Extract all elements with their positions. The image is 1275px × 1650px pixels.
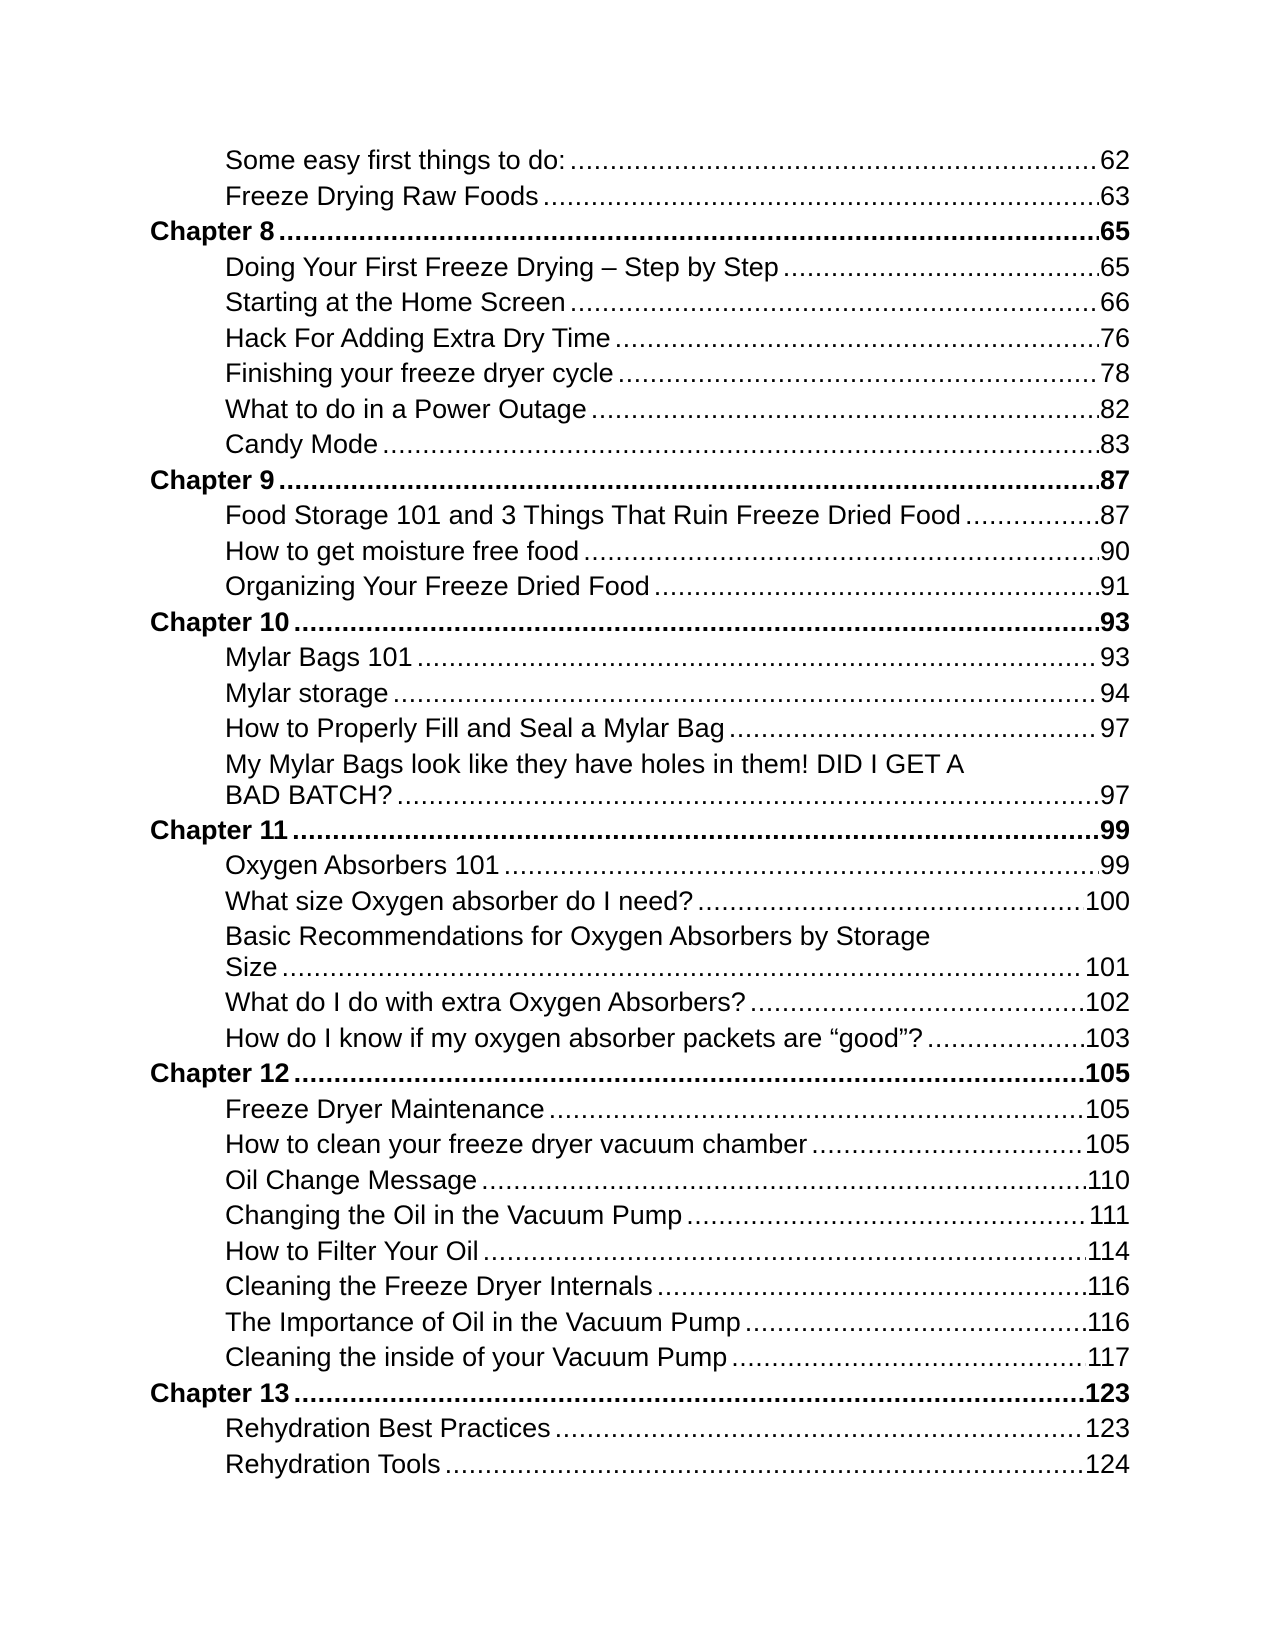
- toc-chapter-heading[interactable]: [0, 813, 1275, 849]
- toc-entry-title: Freeze Dryer Maintenance: [225, 1093, 545, 1124]
- toc-entry-line: [225, 950, 1130, 986]
- toc-entry-title: How to get moisture free food: [225, 535, 580, 566]
- toc-chapter-title: Chapter 11: [150, 814, 289, 845]
- toc-page-number: 82: [1099, 393, 1130, 424]
- toc-entry[interactable]: [0, 427, 1275, 463]
- toc-entry[interactable]: [0, 1163, 1275, 1199]
- toc-entry-line: [225, 884, 1130, 920]
- dot-leader: [686, 1198, 1088, 1234]
- toc-entry-line: [225, 985, 1130, 1021]
- toc-entry-line: [225, 676, 1130, 712]
- toc-entry[interactable]: [0, 1447, 1275, 1483]
- toc-page-number: 116: [1086, 1271, 1130, 1301]
- dot-leader: [282, 950, 1084, 986]
- toc-entry-line: [225, 711, 1130, 747]
- toc-chapter-title: Chapter 8: [150, 216, 275, 246]
- toc-entry-title-continued: Size: [225, 952, 278, 982]
- toc-entry[interactable]: [0, 250, 1275, 286]
- toc-page-number: 105: [1084, 1058, 1130, 1088]
- toc-chapter-title: Chapter 13: [150, 1377, 290, 1408]
- toc-entry[interactable]: [0, 1340, 1275, 1376]
- toc-page-number: 65: [1099, 251, 1130, 282]
- toc-page-number: 97: [1099, 779, 1130, 810]
- toc-page-number: 110: [1086, 1164, 1130, 1195]
- toc-entry[interactable]: [0, 498, 1275, 534]
- toc-page-number: 94: [1099, 677, 1130, 708]
- toc-page-number: 66: [1099, 287, 1130, 317]
- dot-leader: [591, 392, 1099, 428]
- toc-entry-title: Mylar Bags 101: [225, 642, 413, 672]
- toc-entry-line: [225, 1198, 1130, 1234]
- dot-leader: [750, 985, 1084, 1021]
- toc-entry-line: [225, 498, 1130, 534]
- dot-leader: [397, 778, 1099, 814]
- dot-leader: [570, 285, 1099, 321]
- toc-page-number: 97: [1099, 713, 1130, 743]
- dot-leader: [583, 534, 1099, 570]
- toc-entry-line: [225, 321, 1130, 357]
- toc-entry-line: [150, 1376, 1130, 1412]
- toc-chapter-heading[interactable]: [0, 605, 1275, 641]
- toc-entry[interactable]: [0, 356, 1275, 392]
- toc-entry[interactable]: [0, 1234, 1275, 1270]
- toc-chapter-title: Chapter 12: [150, 1058, 290, 1088]
- toc-entry[interactable]: [0, 676, 1275, 712]
- toc-chapter-heading[interactable]: [0, 1376, 1275, 1412]
- dot-leader: [382, 427, 1099, 463]
- toc-page-number: 99: [1099, 850, 1130, 880]
- toc-entry-title-continued: BAD BATCH?: [225, 779, 393, 810]
- toc-entry-line: [150, 1056, 1130, 1092]
- dot-leader: [731, 1340, 1086, 1376]
- toc-entry-line: [225, 1411, 1130, 1447]
- toc-page-number: 93: [1099, 642, 1130, 672]
- toc-entry-title: Freeze Drying Raw Foods: [225, 180, 539, 211]
- toc-chapter-heading[interactable]: [0, 1056, 1275, 1092]
- toc-page-number: 90: [1099, 535, 1130, 566]
- dot-leader: [745, 1305, 1086, 1341]
- dot-leader: [811, 1127, 1084, 1163]
- toc-page-number: 100: [1084, 885, 1130, 916]
- toc-entry[interactable]: [0, 1411, 1275, 1447]
- dot-leader: [483, 1234, 1086, 1270]
- toc-page-number: 93: [1099, 606, 1130, 637]
- toc-entry-title: The Importance of Oil in the Vacuum Pump: [225, 1306, 741, 1337]
- toc-page-number: 62: [1099, 145, 1130, 175]
- toc-chapter-title: Chapter 10: [150, 606, 290, 637]
- toc-entry-title: Changing the Oil in the Vacuum Pump: [225, 1200, 683, 1230]
- toc-entry[interactable]: [0, 143, 1275, 179]
- toc-entry-line: [225, 1092, 1130, 1128]
- toc-chapter-heading[interactable]: [0, 463, 1275, 499]
- toc-entry-line: [225, 1340, 1130, 1376]
- toc-page-number: 87: [1099, 464, 1130, 495]
- toc-entry-title: What to do in a Power Outage: [225, 393, 587, 424]
- toc-entry-line: [225, 640, 1130, 676]
- toc-entry[interactable]: [0, 1021, 1275, 1057]
- toc-page-number: 105: [1084, 1093, 1130, 1124]
- toc-entry-line: [225, 1234, 1130, 1270]
- toc-page-number: 124: [1084, 1448, 1130, 1479]
- toc-page-number: 123: [1084, 1413, 1130, 1443]
- toc-entry-line: [225, 1021, 1130, 1057]
- toc-entry-line: [225, 848, 1130, 884]
- toc-page-number: 117: [1086, 1342, 1130, 1372]
- dot-leader: [549, 1092, 1084, 1128]
- dot-leader: [555, 1411, 1084, 1447]
- toc-chapter-heading[interactable]: [0, 214, 1275, 250]
- dot-leader: [292, 813, 1099, 849]
- dot-leader: [618, 356, 1099, 392]
- dot-leader: [729, 711, 1099, 747]
- toc-entry-line: [225, 392, 1130, 428]
- toc-entry-title: How to Filter Your Oil: [225, 1235, 479, 1266]
- toc-entry[interactable]: [0, 747, 1275, 813]
- toc-entry[interactable]: [0, 640, 1275, 676]
- toc-page-number: 76: [1099, 322, 1130, 353]
- dot-leader: [697, 884, 1084, 920]
- toc-entry-title: Rehydration Best Practices: [225, 1413, 551, 1443]
- toc-page-number: 123: [1084, 1377, 1130, 1408]
- dot-leader: [481, 1163, 1086, 1199]
- toc-entry-line: [225, 778, 1130, 814]
- toc-entry-line: [225, 356, 1130, 392]
- toc-entry-line: [225, 1269, 1130, 1305]
- table-of-contents: [0, 143, 1275, 1482]
- toc-entry[interactable]: [0, 711, 1275, 747]
- toc-page-number: 78: [1099, 358, 1130, 388]
- toc-page-number: 99: [1099, 814, 1130, 845]
- dot-leader: [417, 640, 1099, 676]
- toc-page-number: 101: [1084, 952, 1130, 982]
- dot-leader: [294, 1376, 1084, 1412]
- dot-leader: [543, 179, 1099, 215]
- toc-entry-title: How do I know if my oxygen absorber packets are “good”?: [225, 1022, 923, 1053]
- toc-entry-title: Rehydration Tools: [225, 1448, 441, 1479]
- dot-leader: [445, 1447, 1084, 1483]
- toc-entry-line: [150, 214, 1130, 250]
- toc-entry-title: Cleaning the inside of your Vacuum Pump: [225, 1342, 728, 1372]
- toc-entry[interactable]: [0, 1092, 1275, 1128]
- toc-page-number: 65: [1099, 216, 1130, 246]
- toc-entry-title: Candy Mode: [225, 429, 379, 459]
- toc-entry-line: [150, 463, 1130, 499]
- toc-page-number: 111: [1088, 1200, 1130, 1230]
- dot-leader: [783, 250, 1099, 286]
- toc-entry[interactable]: [0, 919, 1275, 985]
- toc-page-number: 105: [1084, 1129, 1130, 1159]
- toc-chapter-title: Chapter 9: [150, 464, 275, 495]
- toc-entry[interactable]: [0, 985, 1275, 1021]
- toc-entry-line: [225, 1305, 1130, 1341]
- toc-entry[interactable]: [0, 179, 1275, 215]
- toc-entry-title: Oil Change Message: [225, 1164, 478, 1195]
- toc-entry[interactable]: [0, 848, 1275, 884]
- toc-page-number: 116: [1086, 1306, 1130, 1337]
- toc-entry-line: [225, 1447, 1130, 1483]
- toc-entry-title: Mylar storage: [225, 677, 389, 708]
- toc-page-number: 103: [1084, 1022, 1130, 1053]
- toc-page-number: 91: [1099, 571, 1130, 601]
- toc-entry-title: Food Storage 101 and 3 Things That Ruin Freeze Dried Food: [225, 500, 961, 530]
- dot-leader: [615, 321, 1099, 357]
- toc-entry-line: [225, 534, 1130, 570]
- dot-leader: [570, 143, 1099, 179]
- dot-leader: [279, 463, 1099, 499]
- dot-leader: [657, 1269, 1086, 1305]
- toc-entry-line: [225, 250, 1130, 286]
- dot-leader: [654, 569, 1099, 605]
- toc-entry-line: [225, 1163, 1130, 1199]
- toc-entry-line: [225, 285, 1130, 321]
- toc-entry[interactable]: [0, 1269, 1275, 1305]
- toc-entry[interactable]: [0, 285, 1275, 321]
- toc-entry-line: [225, 569, 1130, 605]
- toc-entry-line: [150, 813, 1130, 849]
- toc-entry-title: Basic Recommendations for Oxygen Absorbers by Storage: [225, 921, 931, 951]
- toc-page-number: 102: [1084, 987, 1130, 1017]
- toc-entry[interactable]: [0, 569, 1275, 605]
- toc-entry-title: What size Oxygen absorber do I need?: [225, 885, 694, 916]
- toc-page-number: 83: [1099, 429, 1130, 459]
- dot-leader: [927, 1021, 1084, 1057]
- toc-entry-line: [150, 605, 1130, 641]
- toc-entry-line: [225, 427, 1130, 463]
- toc-page-number: 87: [1099, 500, 1130, 530]
- toc-entry-line: [225, 143, 1130, 179]
- toc-entry-title: Hack For Adding Extra Dry Time: [225, 322, 611, 353]
- toc-entry-title: Oxygen Absorbers 101: [225, 850, 500, 880]
- dot-leader: [965, 498, 1099, 534]
- toc-entry[interactable]: [0, 1198, 1275, 1234]
- dot-leader: [279, 214, 1099, 250]
- toc-entry-line: [225, 1127, 1130, 1163]
- toc-entry-title: How to Properly Fill and Seal a Mylar Bag: [225, 713, 725, 743]
- toc-page-number: 114: [1086, 1235, 1130, 1266]
- toc-entry[interactable]: [0, 1127, 1275, 1163]
- toc-entry[interactable]: [0, 884, 1275, 920]
- toc-entry-title: My Mylar Bags look like they have holes in them! DID I GET A: [225, 748, 965, 779]
- toc-entry-title: Organizing Your Freeze Dried Food: [225, 571, 650, 601]
- toc-entry-line: [225, 179, 1130, 215]
- toc-entry-title: Some easy first things to do:: [225, 145, 566, 175]
- dot-leader: [294, 1056, 1084, 1092]
- toc-entry[interactable]: [0, 392, 1275, 428]
- toc-entry-title: How to clean your freeze dryer vacuum chamber: [225, 1129, 808, 1159]
- dot-leader: [294, 605, 1099, 641]
- toc-entry-title: What do I do with extra Oxygen Absorbers?: [225, 987, 746, 1017]
- toc-entry[interactable]: [0, 1305, 1275, 1341]
- toc-entry-title: Finishing your freeze dryer cycle: [225, 358, 614, 388]
- toc-entry[interactable]: [0, 534, 1275, 570]
- toc-entry[interactable]: [0, 321, 1275, 357]
- toc-entry-title: Doing Your First Freeze Drying – Step by Step: [225, 251, 779, 282]
- toc-entry-title: Cleaning the Freeze Dryer Internals: [225, 1271, 653, 1301]
- dot-leader: [504, 848, 1099, 884]
- dot-leader: [393, 676, 1099, 712]
- toc-page-number: 63: [1099, 180, 1130, 211]
- toc-entry-title: Starting at the Home Screen: [225, 287, 566, 317]
